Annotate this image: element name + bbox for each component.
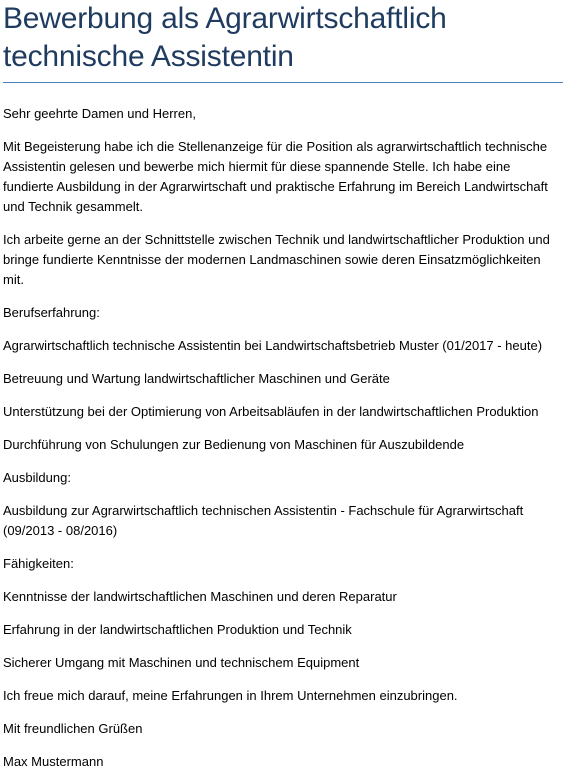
motivation-paragraph: Ich arbeite gerne an der Schnittstelle zwischen Technik und landwirtschaftlicher Produktion und bringe fundierte Kenntnisse der modernen Landmaschinen sowie deren Einsatzmöglichkeiten mit. <box>3 232 550 287</box>
salutation: Sehr geehrte Damen und Herren, <box>3 106 196 121</box>
skill-item: Sicherer Umgang mit Maschinen und technischem Equipment <box>3 655 360 670</box>
experience-heading: Berufserfahrung: <box>3 305 100 320</box>
skill-item: Kenntnisse der landwirtschaftlichen Maschinen und deren Reparatur <box>3 589 397 604</box>
skills-heading: Fähigkeiten: <box>3 556 74 571</box>
skill-item: Erfahrung in der landwirtschaftlichen Produktion und Technik <box>3 622 352 637</box>
valediction: Mit freundlichen Grüßen <box>3 721 143 736</box>
experience-item: Durchführung von Schulungen zur Bedienung von Maschinen für Auszubildende <box>3 437 465 452</box>
title-divider <box>3 82 563 83</box>
education-item: Ausbildung zur Agrarwirtschaftlich technischen Assistentin - Fachschule für Agrarwirtschaft (09/2013 - 08/2016) <box>3 503 524 538</box>
experience-item: Betreuung und Wartung landwirtschaftlicher Maschinen und Geräte <box>3 371 390 386</box>
education-heading: Ausbildung: <box>3 470 71 485</box>
letter-body <box>3 104 563 772</box>
signature-name: Max Mustermann <box>3 754 104 769</box>
experience-item: Agrarwirtschaftlich technische Assistentin bei Landwirtschaftsbetrieb Muster (01/2017 - heute) <box>3 338 543 353</box>
experience-item: Unterstützung bei der Optimierung von Arbeitsabläufen in der landwirtschaftlichen Produktion <box>3 404 539 419</box>
intro-paragraph: Mit Begeisterung habe ich die Stellenanzeige für die Position als agrarwirtschaftlich technische Assistentin gelesen und bewerbe mich hiermit für diese spannende Stelle. Ich habe eine fundierte Ausbildung in der Agrarwirtschaft und praktische Erfahrung im Bereich Landwirtschaft und Technik gesammelt. <box>3 139 548 214</box>
closing-paragraph: Ich freue mich darauf, meine Erfahrungen in Ihrem Unternehmen einzubringen. <box>3 688 458 703</box>
document-title: Bewerbung als Agrarwirtschaftlich technische Assistentin <box>3 2 447 73</box>
